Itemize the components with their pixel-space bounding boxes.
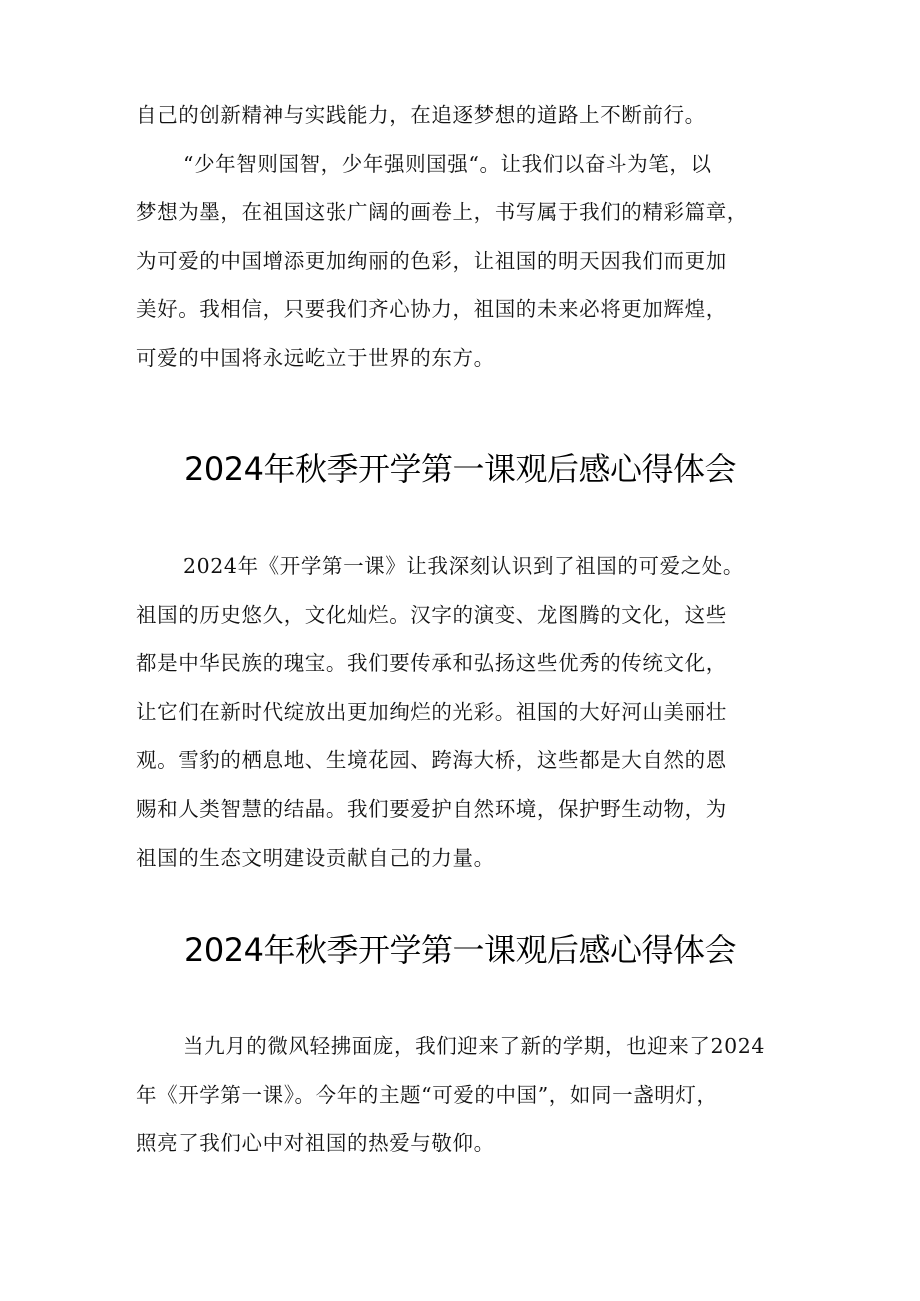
text-line: 都是中华民族的瑰宝。我们要传承和弘扬这些优秀的传统文化，	[136, 651, 727, 676]
text-line: 为可爱的中国增添更加绚丽的色彩，让祖国的明天因我们而更加	[136, 248, 727, 273]
text-line: 自己的创新精神与实践能力，在追逐梦想的道路上不断前行。	[136, 103, 706, 127]
section-heading: 2024年秋季开学第一课观后感心得体会	[184, 450, 736, 488]
text-line: 可爱的中国将永远屹立于世界的东方。	[136, 345, 495, 370]
text-line: 祖国的生态文明建设贡献自己的力量。	[136, 845, 495, 870]
text-line: 照亮了我们心中对祖国的热爱与敬仰。	[136, 1131, 495, 1156]
paragraph-body	[136, 542, 786, 882]
paragraph-body	[136, 1022, 786, 1168]
text-line: 年《开学第一课》。今年的主题“可爱的中国”，如同一盏明灯，	[136, 1082, 718, 1107]
text-line: 观。雪豹的栖息地、生境花园、跨海大桥，这些都是大自然的恩	[136, 748, 727, 773]
text-line: “少年智则国智，少年强则国强“。让我们以奋斗为笔，以	[183, 151, 712, 176]
text-line: 2024年《开学第一课》让我深刻认识到了祖国的可爱之处。	[183, 554, 744, 578]
text-line: 让它们在新时代绽放出更加绚烂的光彩。祖国的大好河山美丽壮	[136, 699, 727, 724]
text-line: 美好。我相信，只要我们齐心协力，祖国的未来必将更加辉煌，	[136, 297, 727, 322]
text-line: 当九月的微风轻拂面庞，我们迎来了新的学期，也迎来了2024	[183, 1034, 766, 1058]
text-line: 梦想为墨，在祖国这张广阔的画卷上，书写属于我们的精彩篇章，	[136, 200, 748, 225]
text-line: 赐和人类智慧的结晶。我们要爱护自然环境，保护野生动物，为	[136, 796, 727, 821]
section-heading: 2024年秋季开学第一课观后感心得体会	[184, 931, 736, 969]
text-line: 祖国的历史悠久，文化灿烂。汉字的演变、龙图腾的文化，这些	[136, 602, 727, 627]
paragraph-continuation	[136, 91, 786, 383]
